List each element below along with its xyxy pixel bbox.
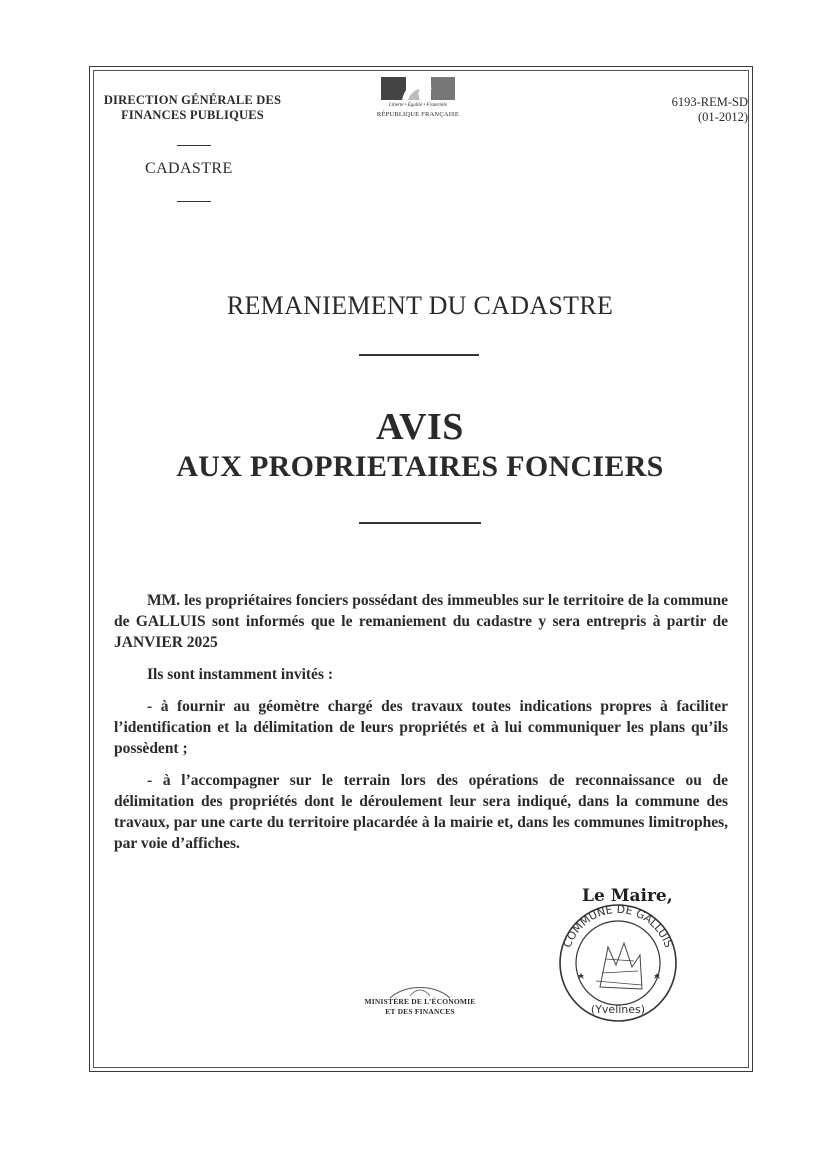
logo-name: RÉPUBLIQUE FRANÇAISE bbox=[376, 111, 460, 118]
ministry-line-2: ET DES FINANCES bbox=[385, 1007, 455, 1016]
notice-heading: AVIS bbox=[376, 406, 464, 448]
page-title: REMANIEMENT DU CADASTRE bbox=[226, 291, 614, 320]
issuer-line-2: FINANCES PUBLIQUES bbox=[121, 108, 264, 122]
divider bbox=[177, 201, 211, 202]
form-reference bbox=[640, 95, 748, 125]
ministry-logo-arc-inner bbox=[410, 990, 430, 996]
mairie-stamp bbox=[550, 895, 685, 1025]
flag-red-band bbox=[431, 77, 455, 100]
stamp-bottom-text: (Yvelines) bbox=[590, 1003, 646, 1016]
star-icon bbox=[578, 973, 584, 979]
signature-label: Le Maire, bbox=[582, 886, 673, 906]
logo-motto: Liberté • Égalité • Fraternité bbox=[389, 103, 447, 108]
issuer-line-1: DIRECTION GÉNÉRALE DES bbox=[103, 93, 282, 107]
ministry-line-1: MINISTÈRE DE L’ÉCONOMIE bbox=[364, 997, 476, 1006]
intro-paragraph: MM. les propriétaires fonciers possédant des immeubles sur le territoire de la commune de GALLUIS sont informés que le remaniement du cadastre y sera entrepris à partir de JANVIER 2025 bbox=[114, 592, 728, 651]
point-2-paragraph: - à l’accompagner sur le terrain lors des opérations de reconnaissance ou de délimitation des propriétés dont le déroulement leur sera indiqué, dans la commune des travaux, par une carte du territoire placardée à la mairie et, dans les communes limitrophes, par voie d’affiches. bbox=[114, 772, 728, 852]
notice-body bbox=[114, 590, 728, 864]
service-name: CADASTRE bbox=[145, 160, 233, 177]
form-date: (01-2012) bbox=[698, 110, 748, 124]
form-code: 6193-REM-SD bbox=[671, 95, 748, 109]
divider bbox=[177, 145, 211, 146]
stamp-ring-text: COMMUNE DE GALLUIS bbox=[560, 902, 676, 950]
notice-subheading: AUX PROPRIETAIRES FONCIERS bbox=[176, 450, 664, 483]
divider bbox=[359, 354, 479, 356]
stamp-inner-ring bbox=[576, 921, 660, 1005]
divider bbox=[359, 522, 481, 524]
ministry-name bbox=[330, 997, 510, 1017]
issuer-block bbox=[100, 93, 285, 123]
point-1-paragraph: - à fournir au géomètre chargé des travaux toutes indications propres à faciliter l’identification et la délimitation de leurs propriétés et à lui communiquer les plans qu’ils possèdent ; bbox=[114, 698, 728, 757]
flag-blue-band bbox=[381, 77, 406, 100]
invitation-paragraph: Ils sont instamment invités : bbox=[147, 666, 334, 683]
